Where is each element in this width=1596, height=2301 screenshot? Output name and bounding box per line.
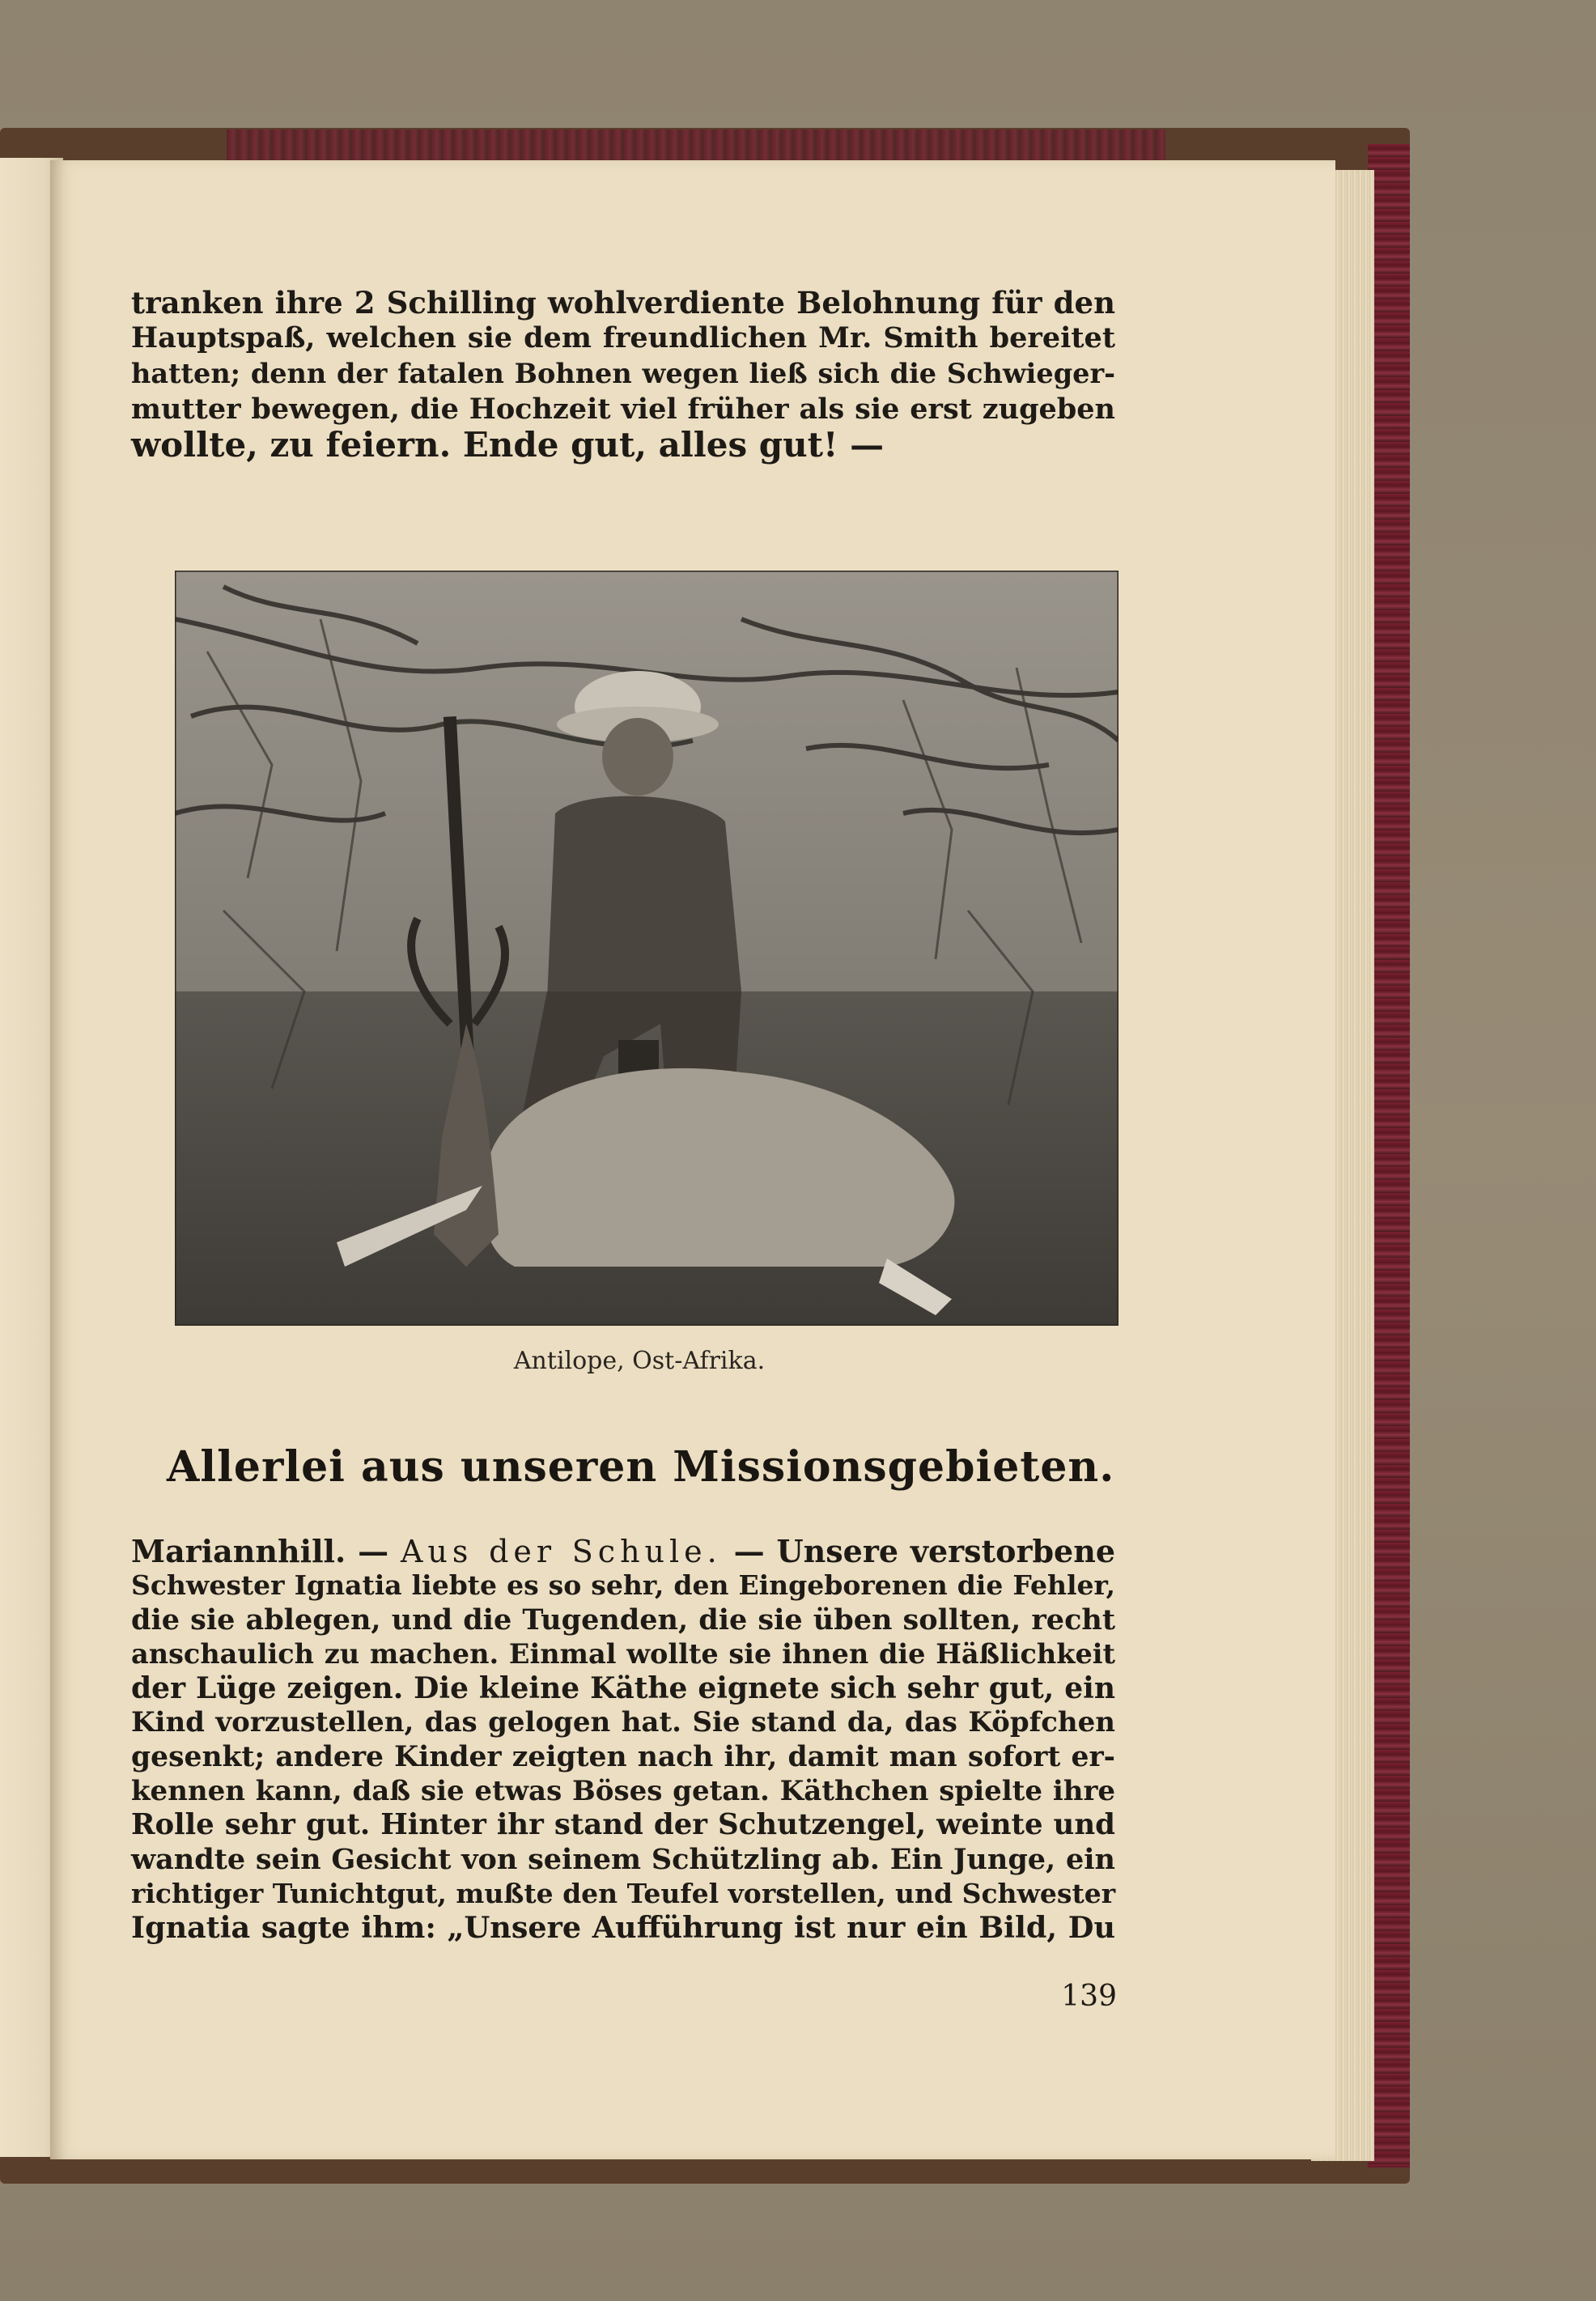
text-line: mutter bewegen, die Hochzeit viel früher als sie erst zugeben [131, 393, 1115, 426]
text-line: hatten; denn der fatalen Bohnen wegen ließ sich die Schwieger- [131, 358, 1115, 389]
book-cover-marbled-edge-top [227, 129, 1165, 162]
text-line-intro [131, 1535, 1115, 1569]
top-paragraph [131, 285, 1115, 463]
page-number: 139 [1061, 1980, 1117, 2013]
photo-caption: Antilope, Ost-Afrika. [513, 1347, 766, 1375]
text-line: kennen kann, daß sie etwas Böses getan. Käthchen spielte ihre [131, 1775, 1115, 1808]
text-line: richtiger Tunichtgut, mußte den Teufel vorstellen, und Schwester [131, 1877, 1116, 1909]
text-line: Kind vorzustellen, das gelogen hat. Sie stand da, das Köpfchen [131, 1706, 1115, 1739]
body-paragraph [131, 1535, 1115, 1946]
text-line: wandte sein Gesicht von seinem Schützling ab. Ein Junge, ein [131, 1842, 1115, 1876]
dash: — [733, 1533, 765, 1569]
antelope-photograph [175, 571, 1118, 1326]
intro-rest: Unsere verstorbene [776, 1533, 1116, 1569]
topic-label: Aus der Schule. [400, 1534, 722, 1569]
text-line: Ignatia sagte ihm: „Unsere Aufführung ist nur ein Bild, Du [131, 1910, 1115, 1946]
text-line: Hauptspaß, welchen sie dem freundlichen Mr. Smith bereitet [131, 321, 1115, 354]
text-line: gesenkt; andere Kinder zeigten nach ihr, damit man sofort er- [131, 1740, 1115, 1773]
section-heading: Allerlei aus unseren Missionsgebieten. [167, 1442, 1115, 1492]
dash: — [358, 1533, 389, 1569]
text-line: anschaulich zu machen. Einmal wollte sie ihnen die Häßlichkeit [131, 1637, 1115, 1670]
text-line: der Lüge zeigen. Die kleine Käthe eignete sich sehr gut, ein [131, 1671, 1115, 1706]
text-line: die sie ablegen, und die Tugenden, die sie üben sollten, recht [131, 1603, 1115, 1637]
text-line: wollte, zu feiern. Ende gut, alles gut! — [131, 425, 885, 465]
place-name: Mariannhill. [131, 1533, 346, 1569]
text-line: Schwester Ignatia liebte es so sehr, den Eingeborenen die Fehler, [131, 1569, 1115, 1602]
text-line: tranken ihre 2 Schilling wohlverdiente Belohnung für den [131, 285, 1115, 321]
text-line: Rolle sehr gut. Hinter ihr stand der Schutzengel, weinte und [131, 1808, 1115, 1842]
